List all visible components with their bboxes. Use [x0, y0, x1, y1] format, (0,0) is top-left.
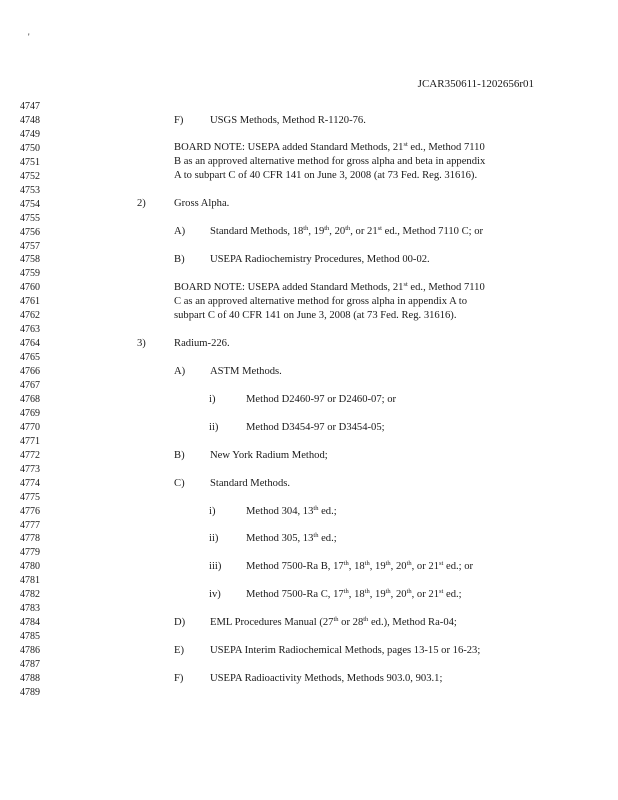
line-number: 4775: [20, 491, 40, 503]
item-text: USEPA Radiochemistry Procedures, Method 00-02.: [210, 254, 430, 265]
board-note-line: B as an approved alternative method for gross alpha and beta in appendix: [174, 156, 486, 167]
line-number: 4779: [20, 547, 40, 559]
document-id-header: JCAR350611-1202656r01: [417, 78, 534, 90]
line-number: 4751: [20, 156, 40, 168]
line-number: 4788: [20, 672, 40, 684]
line-number: 4761: [20, 296, 40, 308]
item-label: F): [174, 673, 184, 684]
line-number: 4780: [20, 561, 40, 573]
item-text: Standard Methods, 18th, 19th, 20th, or 21st ed., Method 7110 C; or: [210, 225, 484, 237]
line-number: 4785: [20, 631, 40, 643]
line-number: 4770: [20, 421, 40, 433]
line-number: 4789: [20, 686, 40, 698]
item-text: USEPA Interim Radiochemical Methods, pages 13-15 or 16-23;: [210, 645, 481, 656]
board-note-line: subpart C of 40 CFR 141 on June 3, 2008 (at 73 Fed. Reg. 31616).: [174, 310, 457, 321]
line-number: 4758: [20, 254, 40, 266]
item-label: A): [174, 226, 186, 237]
line-number: 4786: [20, 645, 40, 657]
line-number: 4774: [20, 477, 40, 489]
line-number: 4749: [20, 128, 40, 140]
line-number: 4783: [20, 603, 40, 615]
line-number: 4757: [20, 240, 40, 252]
line-number: 4747: [20, 101, 40, 112]
section-heading: Gross Alpha.: [174, 198, 230, 209]
item-text: USEPA Radioactivity Methods, Methods 903.0, 903.1;: [210, 673, 443, 684]
subitem-label: ii): [209, 422, 219, 433]
board-note-line: BOARD NOTE: USEPA added Standard Methods, 21st ed., Method 7110: [174, 281, 485, 293]
board-note-line: BOARD NOTE: USEPA added Standard Methods, 21st ed., Method 7110: [174, 141, 485, 153]
item-text: New York Radium Method;: [210, 450, 328, 461]
line-number: 4756: [20, 226, 40, 238]
board-note-line: A to subpart C of 40 CFR 141 on June 3, 2008 (at 73 Fed. Reg. 31616).: [174, 170, 478, 181]
board-note-line: C as an approved alternative method for gross alpha in appendix A to: [174, 296, 468, 307]
subitem-text: Method D2460-97 or D2460-07; or: [246, 394, 397, 405]
line-number: 4782: [20, 589, 40, 601]
subitem-label: iii): [209, 561, 222, 572]
subitem-text: Method 7500-Ra B, 17th, 18th, 19th, 20th, or 21st ed.; or: [246, 560, 474, 572]
line-number: 4766: [20, 366, 40, 378]
line-number: 4748: [20, 114, 40, 126]
item-text: ASTM Methods.: [210, 366, 282, 377]
line-number: 4787: [20, 659, 40, 670]
line-number: 4784: [20, 617, 40, 629]
item-label: B): [174, 254, 185, 265]
item-label: B): [174, 450, 185, 461]
subitem-text: Method 305, 13th ed.;: [246, 532, 337, 544]
item-label: A): [174, 366, 186, 377]
line-number: 4752: [20, 170, 40, 182]
line-number: 4753: [20, 184, 40, 196]
item-label: E): [174, 645, 184, 656]
line-number: 4764: [20, 338, 40, 350]
subitem-text: Method 7500-Ra C, 17th, 18th, 19th, 20th, or 21st ed.;: [246, 588, 462, 600]
line-number: 4777: [20, 519, 40, 531]
item-text: Standard Methods.: [210, 478, 291, 489]
line-number: 4769: [20, 407, 40, 419]
item-label: 3): [137, 338, 146, 349]
item-label: 2): [137, 198, 146, 209]
line-number: 4760: [20, 282, 40, 294]
line-number: 4768: [20, 393, 40, 405]
line-number: 4778: [20, 533, 40, 545]
line-number: 4755: [20, 212, 40, 224]
subitem-label: i): [209, 506, 216, 517]
subitem-label: ii): [209, 533, 219, 544]
section-heading: Radium-226.: [174, 338, 230, 349]
subitem-label: i): [209, 394, 216, 405]
line-number: 4767: [20, 380, 40, 391]
item-text: EML Procedures Manual (27th or 28th ed.), Method Ra-04;: [210, 616, 457, 628]
line-number: 4754: [20, 198, 40, 210]
line-number: 4773: [20, 463, 40, 475]
item-label: D): [174, 617, 186, 628]
subitem-text: Method D3454-97 or D3454-05;: [246, 422, 385, 433]
line-number: 4776: [20, 505, 40, 517]
subitem-text: Method 304, 13th ed.;: [246, 505, 337, 517]
line-number: 4772: [20, 449, 40, 461]
line-number: 4750: [20, 142, 40, 154]
line-number: 4759: [20, 268, 40, 280]
item-text: USGS Methods, Method R-1120-76.: [210, 115, 366, 126]
line-number: 4781: [20, 575, 40, 587]
stray-mark: ': [28, 32, 30, 42]
line-number: 4762: [20, 310, 40, 322]
item-label: C): [174, 478, 185, 489]
line-number: 4763: [20, 324, 40, 336]
line-number: 4771: [20, 435, 40, 447]
subitem-label: iv): [209, 589, 221, 600]
item-label: F): [174, 115, 184, 126]
line-number: 4765: [20, 352, 40, 364]
